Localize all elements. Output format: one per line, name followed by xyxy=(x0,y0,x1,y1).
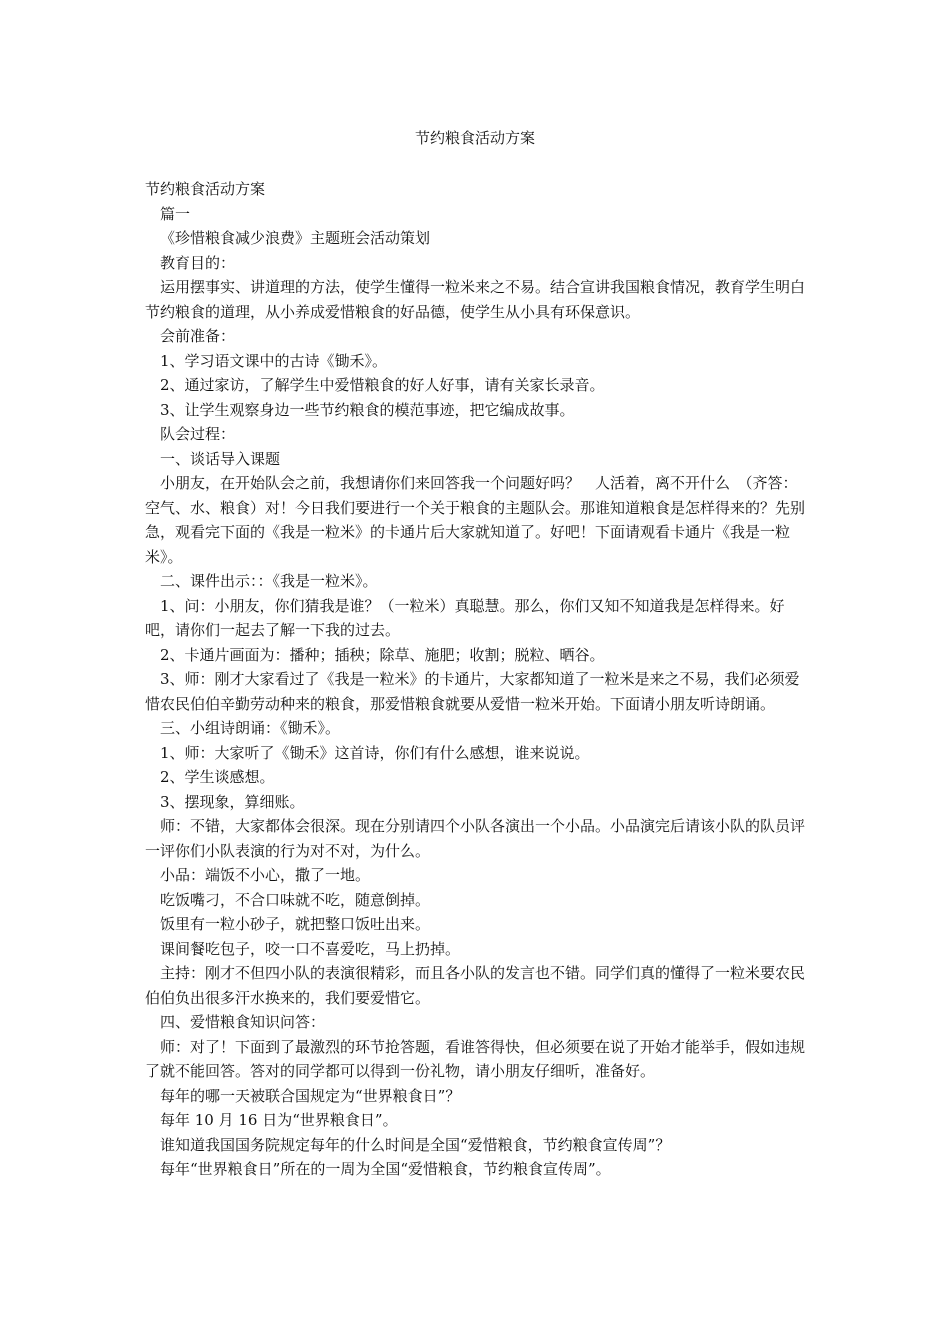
paragraph: 3、让学生观察身边一些节约粮食的模范事迹，把它编成故事。 xyxy=(160,400,575,419)
paragraph: 主持：刚才不但四小队的表演很精彩，而且各小队的发言也不错。同学们真的懂得了一粒米要农民伯伯负出很多汗水换来的，我们要爱惜它。 xyxy=(145,964,806,1007)
paragraph: 1、师：大家听了《锄禾》这首诗，你们有什么感想，谁来说说。 xyxy=(160,743,590,762)
paragraph: 1、问：小朋友，你们猜我是谁？（一粒米）真聪慧。那么，你们又知不知道我是怎样得来。好吧，请你们一起去了解一下我的过去。 xyxy=(145,596,785,639)
paragraph: 运用摆事实、讲道理的方法，使学生懂得一粒米来之不易。结合宣讲我国粮食情况，教育学生明白节约粮食的道理，从小养成爱惜粮食的好品德，使学生从小具有环保意识。 xyxy=(145,278,806,321)
paragraph: 每年“世界粮食日”所在的一周为全国“爱惜粮食，节约粮食宣传周”。 xyxy=(160,1160,611,1178)
paragraph: 每年的哪一天被联合国规定为“世界粮食日”？ xyxy=(160,1086,461,1105)
paragraph: 一、谈话导入课题 xyxy=(160,449,281,468)
paragraph: 会前准备： xyxy=(160,327,236,345)
paragraph: 2、卡通片画面为：播种；插秧；除草、施肥；收割；脱粒、晒谷。 xyxy=(160,645,605,664)
paragraph: 师：不错，大家都体会很深。现在分别请四个小队各演出一个小品。小品演完后请该小队的队员评一评你们小队表演的行为对不对，为什么。 xyxy=(145,817,806,860)
paragraph: 三、小组诗朗诵：《锄禾》。 xyxy=(160,719,341,737)
paragraph: 教育目的： xyxy=(160,253,236,272)
paragraph: 师：对了！下面到了最激烈的环节抢答题，看谁答得快，但必须要在说了开始才能举手，假如违规了就不能回答。答对的同学都可以得到一份礼物，请小朋友仔细听，准备好。 xyxy=(145,1037,806,1080)
paragraph: 小品：端饭不小心，撒了一地。 xyxy=(160,866,371,884)
paragraph: 二、课件出示：：《我是一粒米》。 xyxy=(160,572,378,590)
paragraph: 队会过程： xyxy=(160,425,236,443)
paragraph: 3、摆现象，算细账。 xyxy=(160,792,305,811)
paragraph: 饭里有一粒小砂子，就把整口饭吐出来。 xyxy=(160,915,431,933)
document-title: 节约粮食活动方案 xyxy=(414,129,535,147)
paragraph: 课间餐吃包子，咬一口不喜爱吃，马上扔掉。 xyxy=(160,939,461,958)
paragraph: 2、通过家访，了解学生中爱惜粮食的好人好事，请有关家长录音。 xyxy=(160,376,605,394)
paragraph: 每年 10 月 16 日为“世界粮食日”。 xyxy=(160,1111,398,1129)
paragraph: 2、学生谈感想。 xyxy=(160,768,275,786)
document-body xyxy=(145,177,805,1182)
paragraph: 小朋友，在开始队会之前，我想请你们来回答我一个问题好吗？ 人活着，离不开什么 （齐答：空气、水、粮食）对！今日我们要进行一个关于粮食的主题队会。那谁知道粮食是怎样得来的？先别急，观看完下面的《我是一粒米》的卡通片后大家就知道了。好吧！下面请观看卡通片《我是一粒米》。 xyxy=(145,474,806,566)
paragraph: 3、师：刚才大家看过了《我是一粒米》的卡通片，大家都知道了一粒米是来之不易，我们必须爱惜农民伯伯辛勤劳动种来的粮食，那爱惜粮食就要从爱惜一粒米开始。下面请小朋友听诗朗诵。 xyxy=(145,670,800,713)
paragraph: 篇一 xyxy=(160,204,191,223)
paragraph: 四、爱惜粮食知识问答： xyxy=(160,1013,326,1031)
paragraph: 吃饭嘴刁，不合口味就不吃，随意倒掉。 xyxy=(160,890,431,909)
paragraph: 谁知道我国国务院规定每年的什么时间是全国“爱惜粮食，节约粮食宣传周”？ xyxy=(160,1135,671,1154)
paragraph: 《珍惜粮食减少浪费》主题班会活动策划 xyxy=(160,229,431,247)
section-heading: 节约粮食活动方案 xyxy=(145,180,266,198)
paragraph: 1、学习语文课中的古诗《锄禾》。 xyxy=(160,351,388,370)
